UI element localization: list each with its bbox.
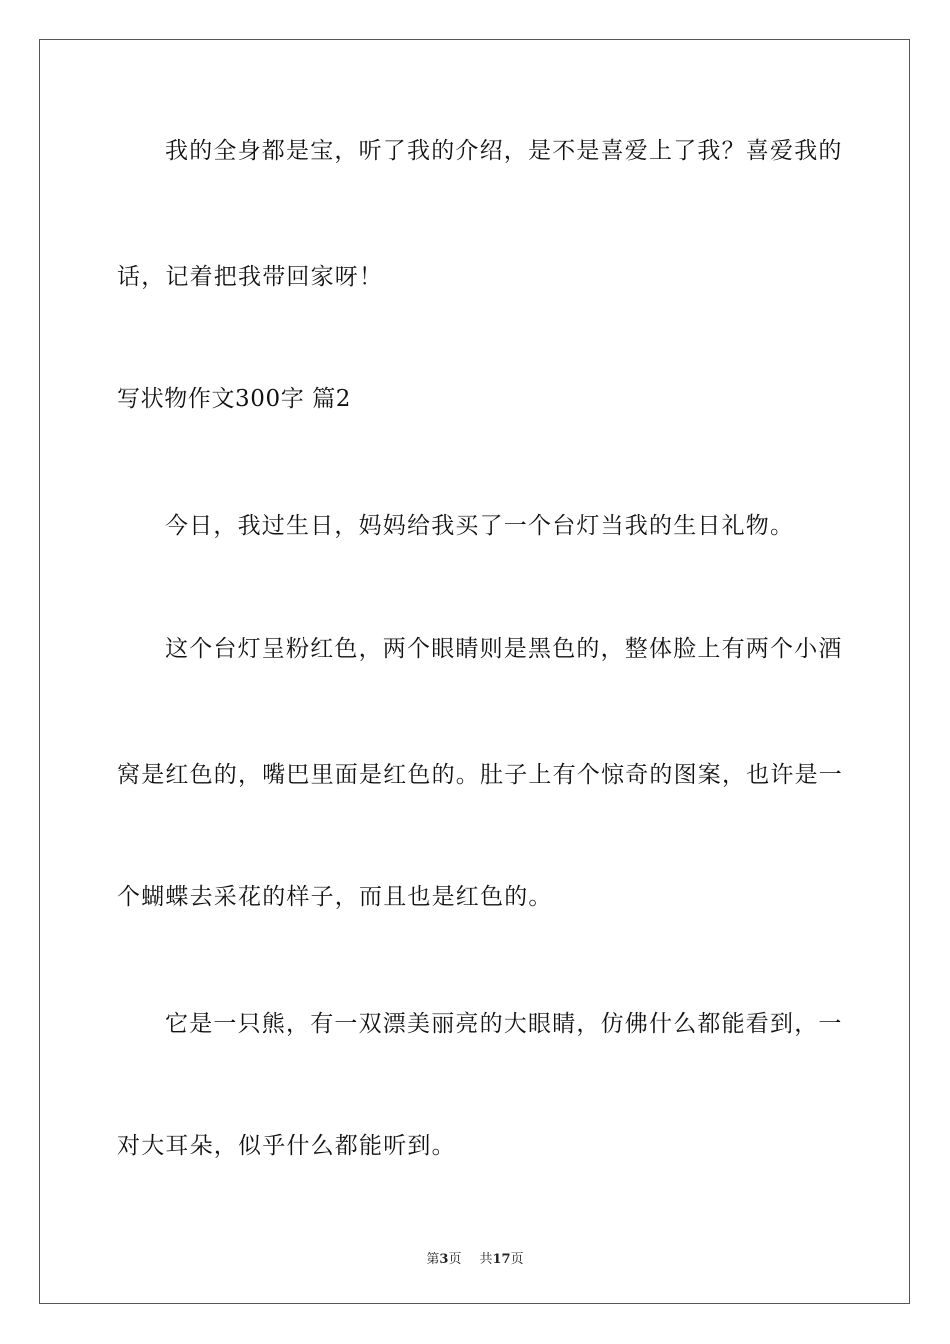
page-border <box>39 39 910 1304</box>
total-pages: 17 <box>492 1252 511 1267</box>
page-number: 3 <box>439 1252 449 1267</box>
page-suffix: 页 <box>448 1252 462 1267</box>
paragraph-line: 它是一只熊，有一双漂美丽亮的大眼睛，仿佛什么都能看到，一 <box>165 1011 843 1037</box>
paragraph-line: 话，记着把我带回家呀！ <box>117 264 384 290</box>
paragraph-line: 我的全身都是宝，听了我的介绍，是不是喜爱上了我？喜爱我的 <box>165 138 843 164</box>
page-prefix: 第 <box>426 1252 440 1267</box>
paragraph-line: 这个台灯呈粉红色，两个眼睛则是黑色的，整体脸上有两个小酒 <box>165 636 843 662</box>
paragraph-line: 窝是红色的，嘴巴里面是红色的。肚子上有个惊奇的图案，也许是一 <box>117 762 843 788</box>
total-suffix: 页 <box>510 1252 524 1267</box>
page-footer <box>0 1248 950 1267</box>
paragraph-line: 个蝴蝶去采花的样子，而且也是红色的。 <box>117 884 553 910</box>
section-heading: 写状物作文300字 篇2 <box>117 386 352 412</box>
total-prefix: 共 <box>479 1252 493 1267</box>
paragraph-line: 今日，我过生日，妈妈给我买了一个台灯当我的生日礼物。 <box>165 513 795 539</box>
paragraph-line: 对大耳朵，似乎什么都能听到。 <box>117 1133 456 1159</box>
